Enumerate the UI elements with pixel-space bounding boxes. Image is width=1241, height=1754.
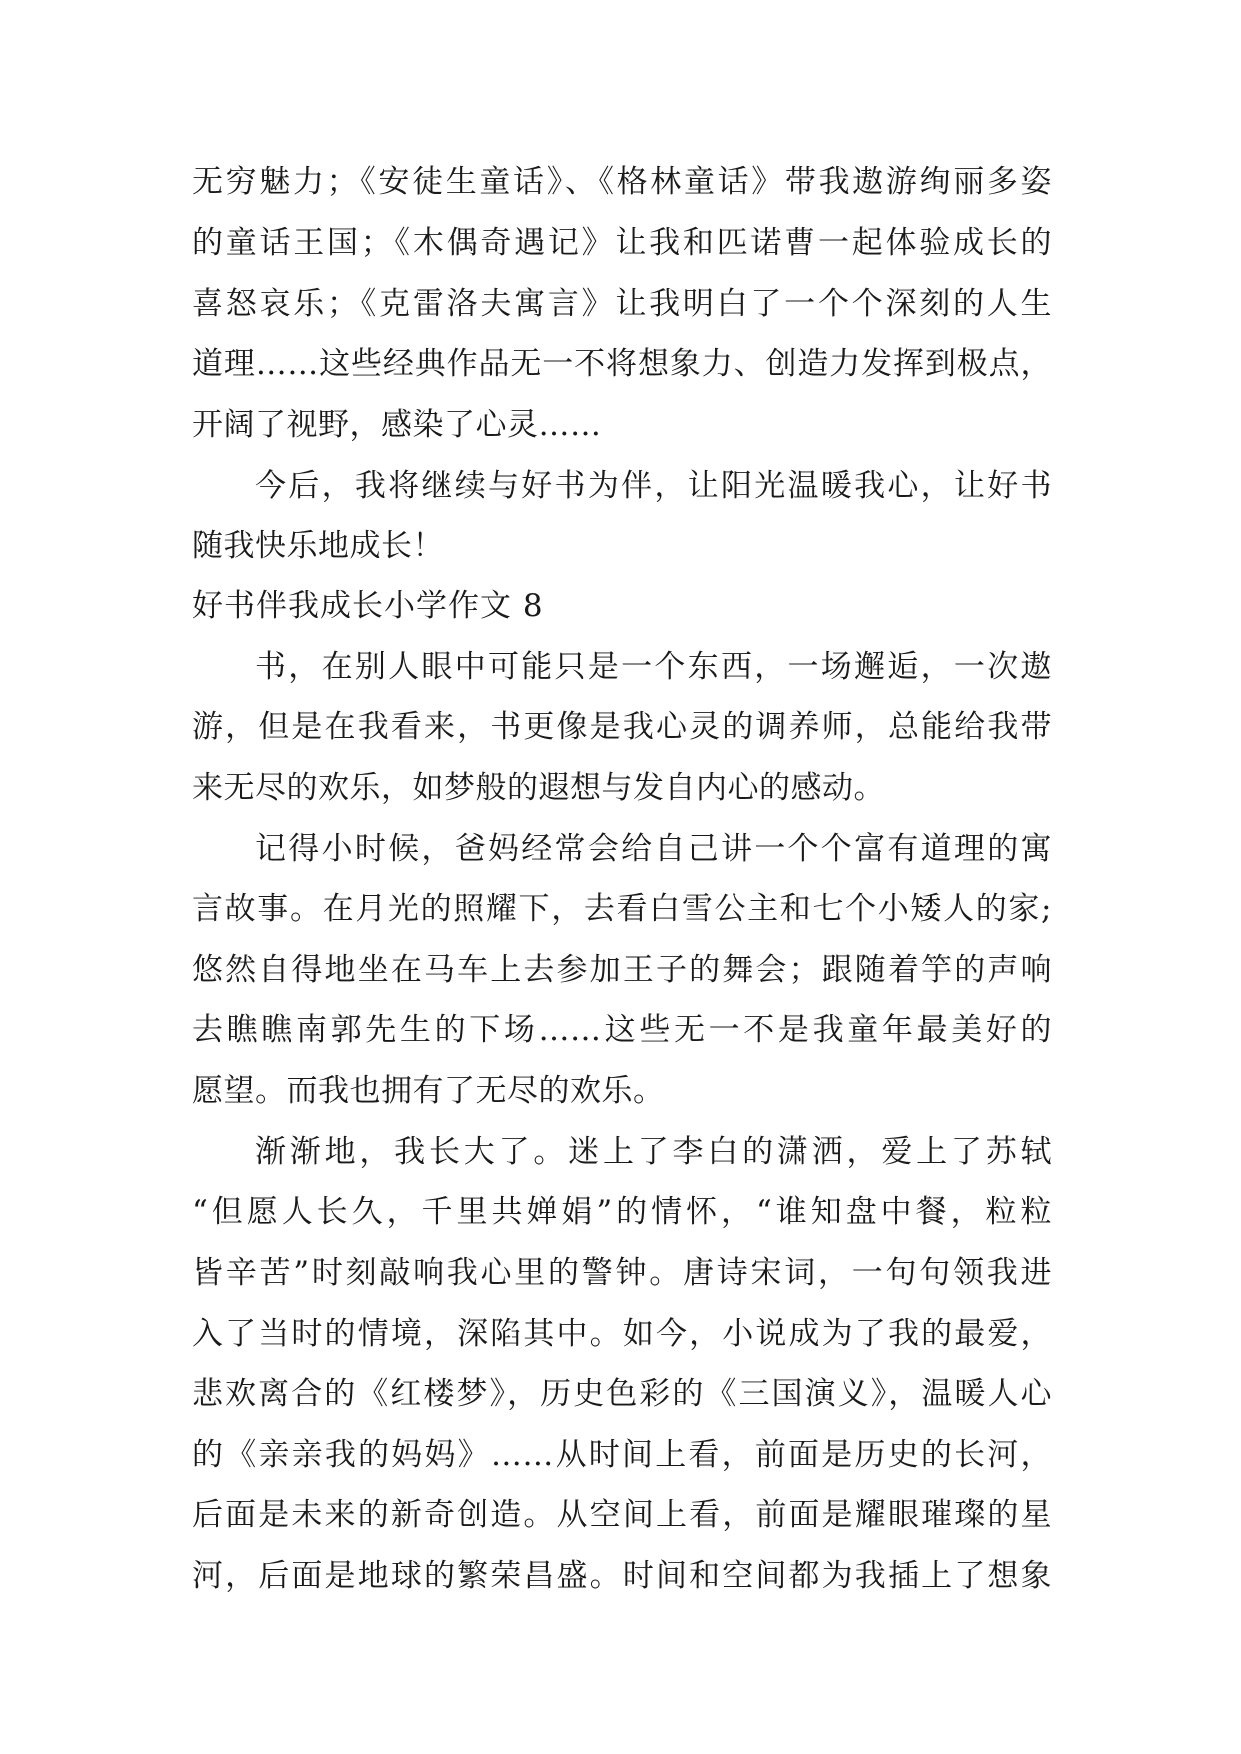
text-line: 愿望。而我也拥有了无尽的欢乐。	[192, 1073, 665, 1109]
text-line: 随我快乐地成长！	[192, 528, 444, 564]
paragraph-first-line: 记得小时候，爸妈经常会给自己讲一个个富有道理的寓	[255, 831, 1052, 867]
text-line: 喜怒哀乐；《克雷洛夫寓言》让我明白了一个个深刻的人生	[192, 286, 1052, 322]
text-line: 皆辛苦”时刻敲响我心里的警钟。唐诗宋词，一句句领我进	[192, 1255, 1052, 1291]
text-line: 后面是未来的新奇创造。从空间上看，前面是耀眼璀璨的星	[192, 1497, 1052, 1533]
text-line: 悠然自得地坐在马车上去参加王子的舞会；跟随着竽的声响	[192, 952, 1052, 988]
text-line: 开阔了视野，感染了心灵……	[192, 407, 602, 443]
paragraph-first-line: 书，在别人眼中可能只是一个东西，一场邂逅，一次遨	[255, 649, 1052, 685]
section-heading: 好书伴我成长小学作文 8	[192, 588, 544, 624]
text-line: 悲欢离合的《红楼梦》，历史色彩的《三国演义》，温暖人心	[192, 1376, 1052, 1412]
text-line: 去瞧瞧南郭先生的下场……这些无一不是我童年最美好的	[192, 1012, 1052, 1048]
text-line: 入了当时的情境，深陷其中。如今，小说成为了我的最爱，	[192, 1316, 1052, 1352]
text-line: 游，但是在我看来，书更像是我心灵的调养师，总能给我带	[192, 709, 1052, 745]
text-line: 河，后面是地球的繁荣昌盛。时间和空间都为我插上了想象	[192, 1558, 1052, 1594]
text-line: “但愿人长久，千里共婵娟”的情怀，“谁知盘中餐，粒粒	[192, 1194, 1052, 1230]
text-line: 无穷魅力；《安徒生童话》、《格林童话》带我遨游绚丽多姿	[192, 164, 1052, 200]
paragraph-first-line: 今后，我将继续与好书为伴，让阳光温暖我心，让好书	[255, 468, 1052, 504]
text-line: 道理……这些经典作品无一不将想象力、创造力发挥到极点，	[192, 346, 1052, 382]
text-line: 言故事。在月光的照耀下，去看白雪公主和七个小矮人的家;	[192, 891, 1052, 927]
text-line: 来无尽的欢乐，如梦般的遐想与发自内心的感动。	[192, 770, 885, 806]
text-line: 的童话王国；《木偶奇遇记》让我和匹诺曹一起体验成长的	[192, 225, 1052, 261]
paragraph-first-line: 渐渐地，我长大了。迷上了李白的潇洒，爱上了苏轼	[255, 1134, 1052, 1170]
text-line: 的《亲亲我的妈妈》……从时间上看，前面是历史的长河，	[192, 1437, 1052, 1473]
